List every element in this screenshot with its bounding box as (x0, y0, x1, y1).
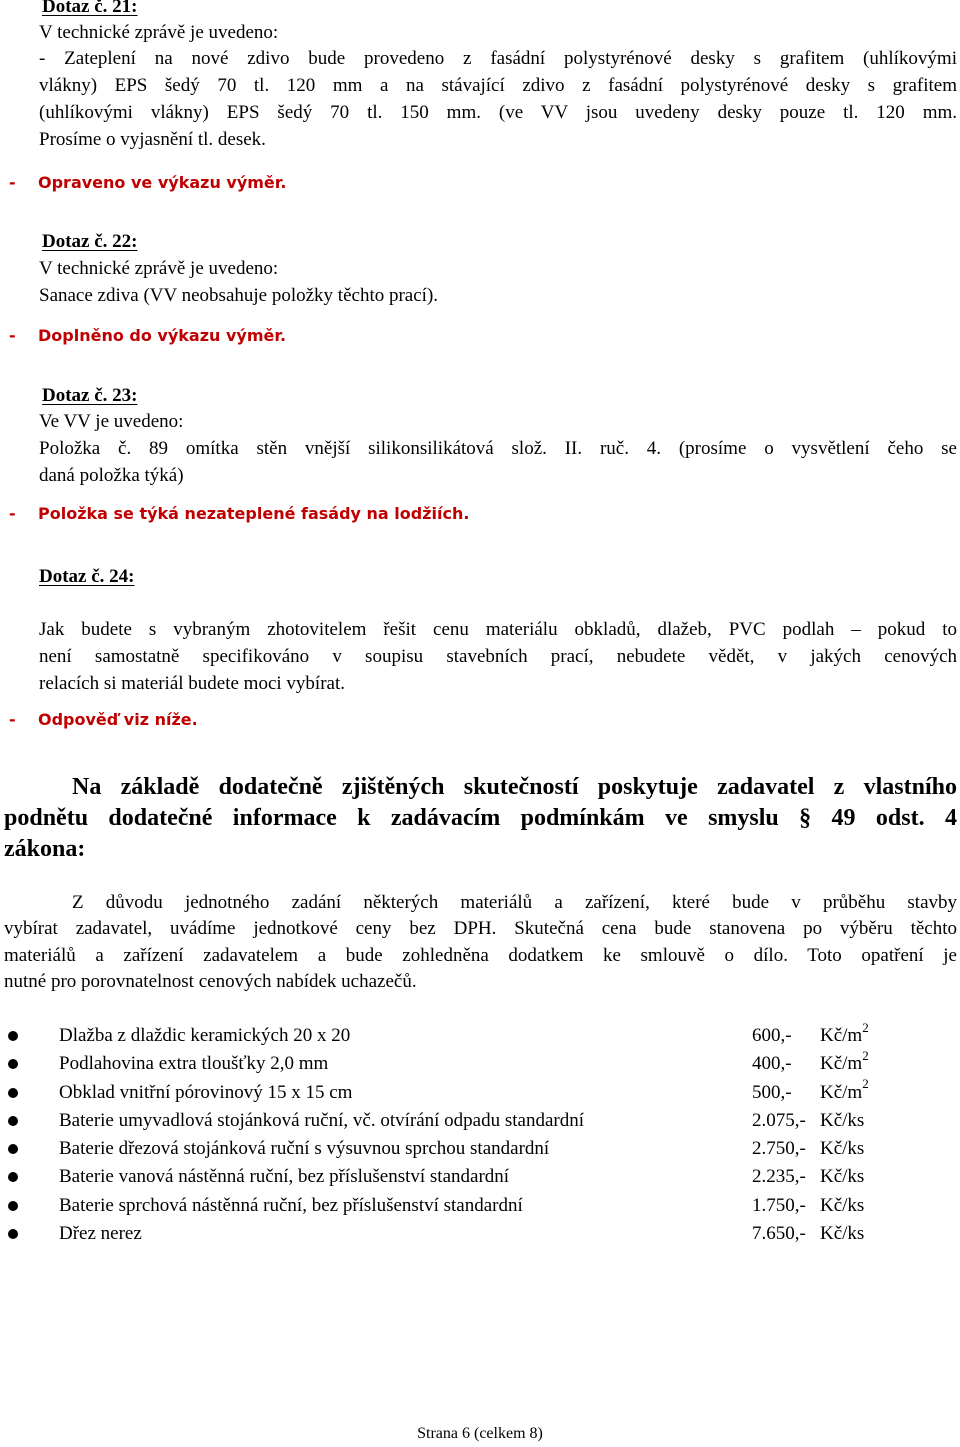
question-23-text-2: Položka č. 89 omítka stěn vnější silikonsilikátová slož. II. ruč. 4. (prosíme o vysvětlení čeho se (39, 438, 957, 459)
question-21-text-1: V technické zprávě je uvedeno: (39, 22, 279, 43)
price-item-name: Baterie sprchová nástěnná ruční, bez příslušenství standardní (59, 1194, 523, 1216)
price-item-name: Baterie vanová nástěnná ruční, bez příslušenství standardní (59, 1166, 510, 1188)
price-item-unit-exponent: 2 (862, 1076, 869, 1092)
unit-price-list (0, 1019, 960, 1248)
price-item-unit-exponent: 2 (862, 1019, 869, 1035)
bullet-icon (8, 1229, 18, 1239)
price-list-item (0, 1163, 960, 1191)
price-item-name: Baterie dřezová stojánková ruční s výsuvnou sprchou standardní (59, 1138, 550, 1160)
price-item-price: 1.750,- (752, 1194, 806, 1216)
question-21-text-5: Prosíme o vyjasnění tl. desek. (39, 129, 266, 150)
answer-dash: - (9, 504, 16, 523)
additional-info-heading-3: zákona: (4, 836, 86, 862)
question-23-text-1: Ve VV je uvedeno: (39, 411, 184, 432)
additional-info-heading-1: Na základě dodatečně zjištěných skutečností poskytuje zadavatel z vlastního (72, 774, 957, 800)
question-24-text-3: relacích si materiál budete moci vybírat. (39, 673, 345, 694)
price-item-name: Dřez nerez (59, 1223, 142, 1245)
price-item-unit-text: Kč/ks (820, 1166, 865, 1188)
additional-info-paragraph-2: vybírat zadavatel, uvádíme jednotkové ceny bez DPH. Skutečná cena bude stanovena po výběru těchto (4, 918, 957, 939)
bullet-icon (8, 1144, 18, 1154)
question-24-text-1: Jak budete s vybraným zhotovitelem řešit cenu materiálu obkladů, dlažeb, PVC podlah – pokud to (39, 619, 957, 640)
price-item-price: 400,- (752, 1053, 792, 1075)
page-footer: Strana 6 (celkem 8) (417, 1425, 543, 1442)
additional-info-paragraph-3: materiálů a zařízení zadavatelem a bude zohledněna dodatkem ke smlouvě o dílo. Toto opatření je (4, 945, 957, 966)
question-24-title: Dotaz č. 24: (39, 566, 135, 587)
price-item-price: 2.235,- (752, 1166, 806, 1188)
answer-24-text: Odpověď viz níže. (38, 710, 198, 729)
price-item-name: Dlažba z dlaždic keramických 20 x 20 (59, 1025, 351, 1046)
bullet-icon (8, 1201, 18, 1211)
price-list-item (0, 1135, 960, 1163)
price-item-price: 500,- (752, 1081, 792, 1103)
price-item-price: 600,- (752, 1025, 792, 1046)
bullet-icon (8, 1059, 18, 1069)
price-item-unit (820, 1107, 864, 1135)
bullet-icon (8, 1172, 18, 1182)
question-22-title: Dotaz č. 22: (42, 231, 138, 252)
price-item-unit-exponent: 2 (862, 1047, 869, 1063)
question-23-text-3: daná položka týká) (39, 465, 184, 486)
price-item-unit-text: Kč/ks (820, 1109, 865, 1131)
price-item-name: Obklad vnitřní pórovinový 15 x 15 cm (59, 1081, 353, 1103)
answer-24 (9, 709, 198, 731)
price-item-unit (820, 1047, 869, 1078)
price-item-price: 2.750,- (752, 1138, 806, 1160)
bullet-icon (8, 1088, 18, 1098)
question-23-title: Dotaz č. 23: (42, 385, 138, 406)
answer-dash: - (9, 173, 16, 192)
question-22-text-1: V technické zprávě je uvedeno: (39, 258, 279, 279)
answer-22-text: Doplněno do výkazu výměr. (38, 326, 287, 345)
price-item-unit (820, 1019, 869, 1050)
answer-dash: - (9, 710, 16, 729)
price-item-unit (820, 1220, 864, 1248)
price-item-unit (820, 1076, 869, 1107)
question-22-text-2: Sanace zdiva (VV neobsahuje položky těchto prací). (39, 285, 439, 306)
question-21-title: Dotaz č. 21: (42, 0, 138, 17)
answer-21 (9, 172, 286, 194)
answer-23-text: Položka se týká nezateplené fasády na lodžiích. (38, 504, 470, 523)
additional-info-heading-2: podnětu dodatečné informace k zadávacím podmínkám ve smyslu § 49 odst. 4 (4, 805, 957, 831)
price-list-item (0, 1107, 960, 1135)
price-list-item (0, 1047, 960, 1078)
price-item-unit-text: Kč/m (820, 1025, 863, 1046)
price-list-item (0, 1192, 960, 1220)
price-item-unit (820, 1135, 864, 1163)
additional-info-paragraph-4: nutné pro porovnatelnost cenových nabídek uchazečů. (4, 971, 417, 992)
answer-23 (9, 503, 469, 525)
price-item-price: 2.075,- (752, 1109, 806, 1131)
price-item-unit-text: Kč/m (820, 1053, 863, 1075)
question-24-text-2: není samostatně specifikováno v soupisu stavebních prací, nebudete vědět, v jakých cenových (39, 646, 957, 667)
answer-dash: - (9, 326, 16, 345)
question-21-text-3: vlákny) EPS šedý 70 tl. 120 mm a na stávající zdivo z fasádní polystyrénové desky s grafitem (39, 75, 957, 96)
answer-21-text: Opraveno ve výkazu výměr. (38, 173, 287, 192)
price-list-item (0, 1220, 960, 1248)
price-item-unit (820, 1192, 864, 1220)
bullet-icon (8, 1116, 18, 1126)
price-item-name: Podlahovina extra tloušťky 2,0 mm (59, 1053, 329, 1075)
price-list-item (0, 1019, 960, 1050)
price-list-item (0, 1076, 960, 1107)
price-item-unit-text: Kč/ks (820, 1194, 865, 1216)
price-item-unit-text: Kč/ks (820, 1138, 865, 1160)
bullet-icon (8, 1031, 18, 1041)
price-item-unit (820, 1163, 864, 1191)
price-item-unit-text: Kč/m (820, 1081, 863, 1103)
question-21-text-4: (uhlíkovými vlákny) EPS šedý 70 tl. 150 mm. (ve VV jsou uvedeny desky pouze tl. 120 mm. (39, 102, 957, 123)
answer-22 (9, 325, 286, 347)
additional-info-paragraph-1: Z důvodu jednotného zadání některých materiálů a zařízení, které bude v průběhu stavby (72, 892, 957, 913)
price-item-unit-text: Kč/ks (820, 1223, 865, 1245)
question-21-text-2: - Zateplení na nové zdivo bude provedeno z fasádní polystyrénové desky s grafitem (uhlíkovými (39, 48, 957, 69)
price-item-name: Baterie umyvadlová stojánková ruční, vč. otvírání odpadu standardní (59, 1109, 584, 1131)
price-item-price: 7.650,- (752, 1223, 806, 1245)
